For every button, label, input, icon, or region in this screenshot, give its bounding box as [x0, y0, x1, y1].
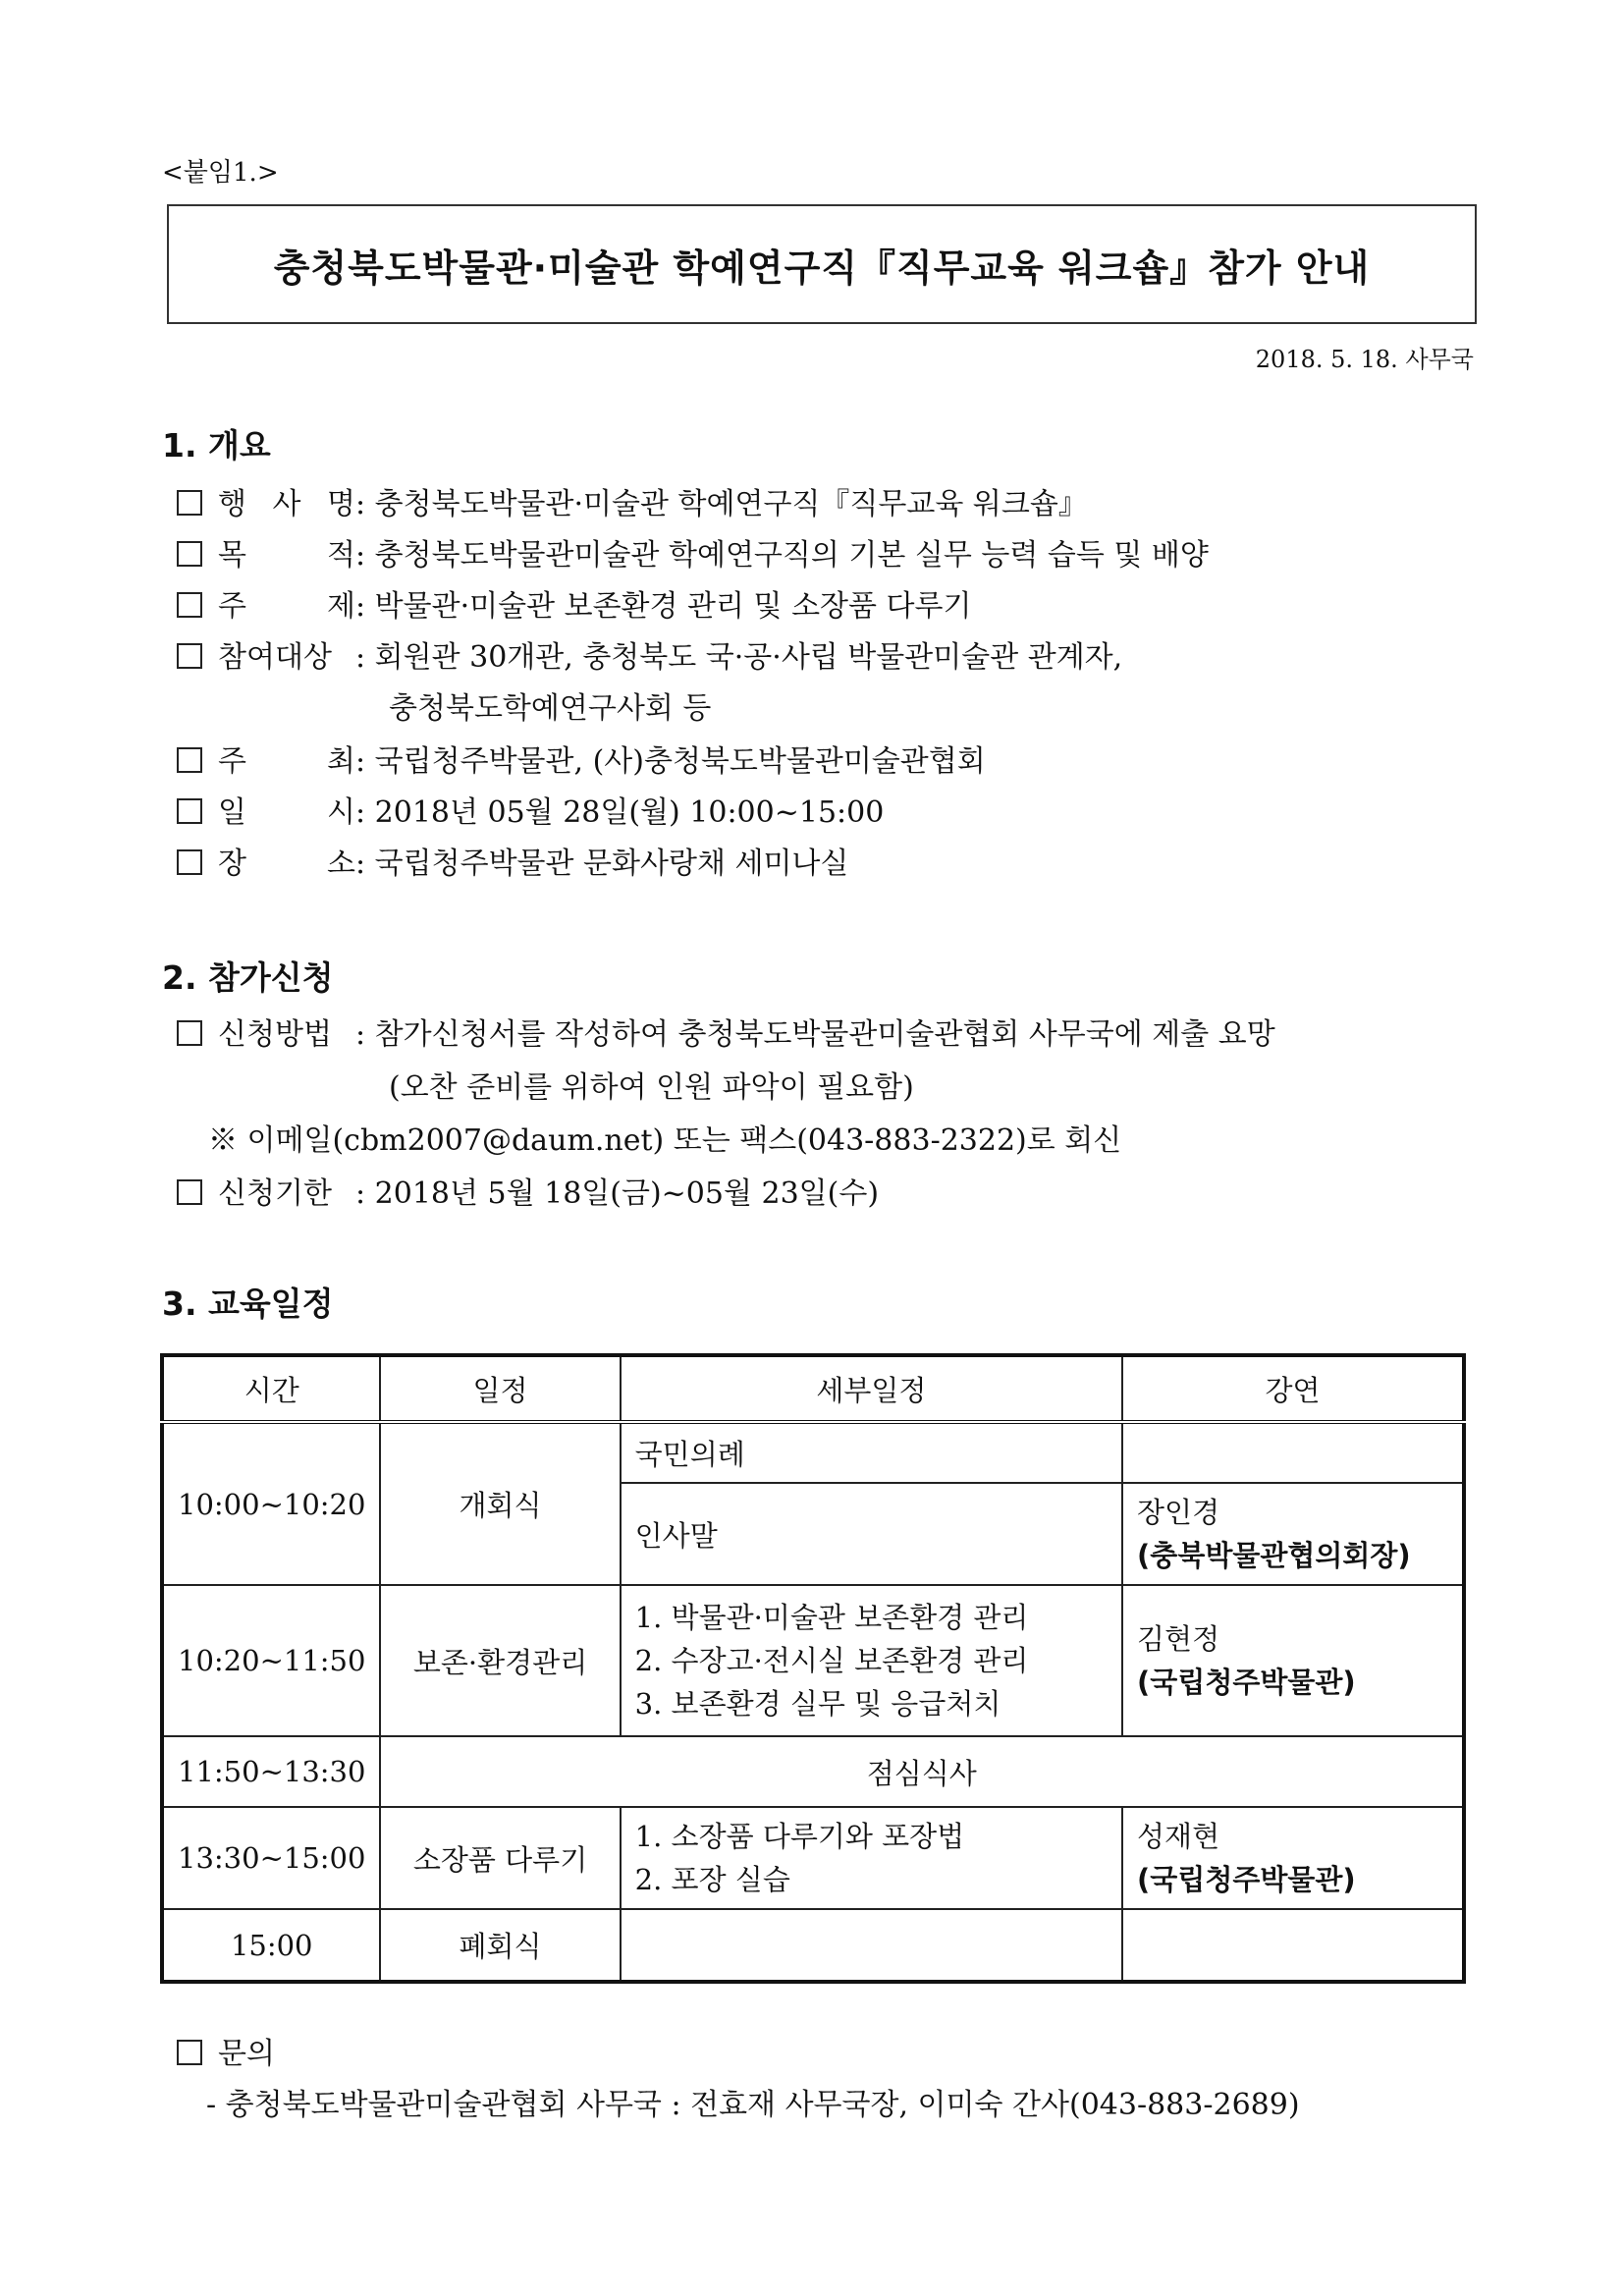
detail-cell: 국민의례 — [621, 1422, 1122, 1483]
date-line: 2018. 5. 18. 사무국 — [1255, 346, 1474, 373]
checkbox-icon — [177, 849, 202, 875]
checkbox-icon — [177, 747, 202, 773]
speaker-cell — [1122, 1909, 1464, 1982]
contact-label: 문의 — [177, 2029, 275, 2072]
time-cell: 10:20~11:50 — [162, 1585, 380, 1736]
table-row — [162, 1422, 1464, 1483]
header-detail: 세부일정 — [621, 1355, 1122, 1422]
overview-item-topic: 주 제: 박물관·미술관 보존환경 관리 및 소장품 다루기 — [177, 581, 971, 625]
schedule-table — [160, 1353, 1466, 1984]
application-deadline: 신청기한 : 2018년 5월 18일(금)~05월 23일(수) — [177, 1169, 879, 1212]
detail-cell — [621, 1909, 1122, 1982]
speaker-cell — [1122, 1807, 1464, 1909]
attachment-label: <붙임1.> — [162, 158, 279, 188]
overview-item-host: 주 최: 국립청주박물관, (사)충청북도박물관미술관협회 — [177, 737, 986, 780]
speaker-name: 장인경 — [1137, 1496, 1220, 1529]
application-note: ※ 이메일(cbm2007@daum.net) 또는 팩스(043-883-2322)로 회신 — [208, 1123, 1122, 1158]
checkbox-icon — [177, 490, 202, 516]
section3-heading: 3. 교육일정 — [162, 1285, 334, 1323]
detail-line: 2. 포장 실습 — [634, 1863, 790, 1896]
speaker-org: (충북박물관협의회장) — [1137, 1539, 1411, 1572]
table-row — [162, 1909, 1464, 1982]
checkbox-icon — [177, 798, 202, 824]
speaker-cell — [1122, 1585, 1464, 1736]
detail-cell: 인사말 — [621, 1483, 1122, 1585]
header-event: 일정 — [380, 1355, 620, 1422]
detail-cell — [621, 1585, 1122, 1736]
event-cell: 점심식사 — [380, 1736, 1464, 1807]
time-cell: 13:30~15:00 — [162, 1807, 380, 1909]
time-cell: 11:50~13:30 — [162, 1736, 380, 1807]
speaker-org: (국립청주박물관) — [1137, 1863, 1356, 1896]
table-row — [162, 1585, 1464, 1736]
event-cell: 폐회식 — [380, 1909, 620, 1982]
section2-heading: 2. 참가신청 — [162, 958, 334, 997]
detail-line: 1. 소장품 다루기와 포장법 — [634, 1820, 965, 1853]
application-method: 신청방법 : 참가신청서를 작성하여 충청북도박물관미술관협회 사무국에 제출 요망 — [177, 1010, 1275, 1053]
overview-item-participants-cont: 충청북도학예연구사회 등 — [389, 691, 712, 726]
detail-line: 3. 보존환경 실무 및 응급처치 — [634, 1687, 1001, 1721]
header-speaker: 강연 — [1122, 1355, 1464, 1422]
header-time: 시간 — [162, 1355, 380, 1422]
speaker-name: 성재현 — [1137, 1820, 1220, 1853]
table-row — [162, 1807, 1464, 1909]
table-header-row — [162, 1355, 1464, 1422]
overview-item-participants: 참여대상 : 회원관 30개관, 충청북도 국·공·사립 박물관미술관 관계자, — [177, 632, 1122, 676]
detail-cell — [621, 1807, 1122, 1909]
overview-item-purpose: 목 적: 충청북도박물관미술관 학예연구직의 기본 실무 능력 습득 및 배양 — [177, 530, 1209, 574]
detail-line: 2. 수장고·전시실 보존환경 관리 — [634, 1644, 1029, 1677]
overview-item-datetime: 일 시: 2018년 05월 28일(월) 10:00~15:00 — [177, 788, 884, 831]
event-cell: 개회식 — [380, 1422, 620, 1585]
time-cell: 15:00 — [162, 1909, 380, 1982]
overview-item-venue: 장 소: 국립청주박물관 문화사랑채 세미나실 — [177, 839, 848, 882]
checkbox-icon — [177, 2040, 202, 2065]
event-cell: 소장품 다루기 — [380, 1807, 620, 1909]
checkbox-icon — [177, 643, 202, 669]
checkbox-icon — [177, 1020, 202, 1046]
document-title: 충청북도박물관·미술관 학예연구직『직무교육 워크숍』참가 안내 — [167, 204, 1477, 324]
contact-text: - 충청북도박물관미술관협회 사무국 : 전효재 사무국장, 이미숙 간사(043-883-2689) — [206, 2088, 1300, 2122]
event-cell: 보존·환경관리 — [380, 1585, 620, 1736]
time-cell: 10:00~10:20 — [162, 1422, 380, 1585]
speaker-org: (국립청주박물관) — [1137, 1666, 1356, 1699]
overview-item-name: 행 사 명: 충청북도박물관·미술관 학예연구직『직무교육 워크숍』 — [177, 479, 1088, 522]
section1-heading: 1. 개요 — [162, 426, 271, 465]
speaker-cell — [1122, 1422, 1464, 1483]
speaker-cell — [1122, 1483, 1464, 1585]
checkbox-icon — [177, 592, 202, 618]
speaker-name: 김현정 — [1137, 1622, 1220, 1656]
checkbox-icon — [177, 541, 202, 567]
table-row — [162, 1736, 1464, 1807]
checkbox-icon — [177, 1179, 202, 1205]
application-method-cont: (오찬 준비를 위하여 인원 파악이 필요함) — [389, 1070, 914, 1105]
detail-line: 1. 박물관·미술관 보존환경 관리 — [634, 1601, 1029, 1634]
